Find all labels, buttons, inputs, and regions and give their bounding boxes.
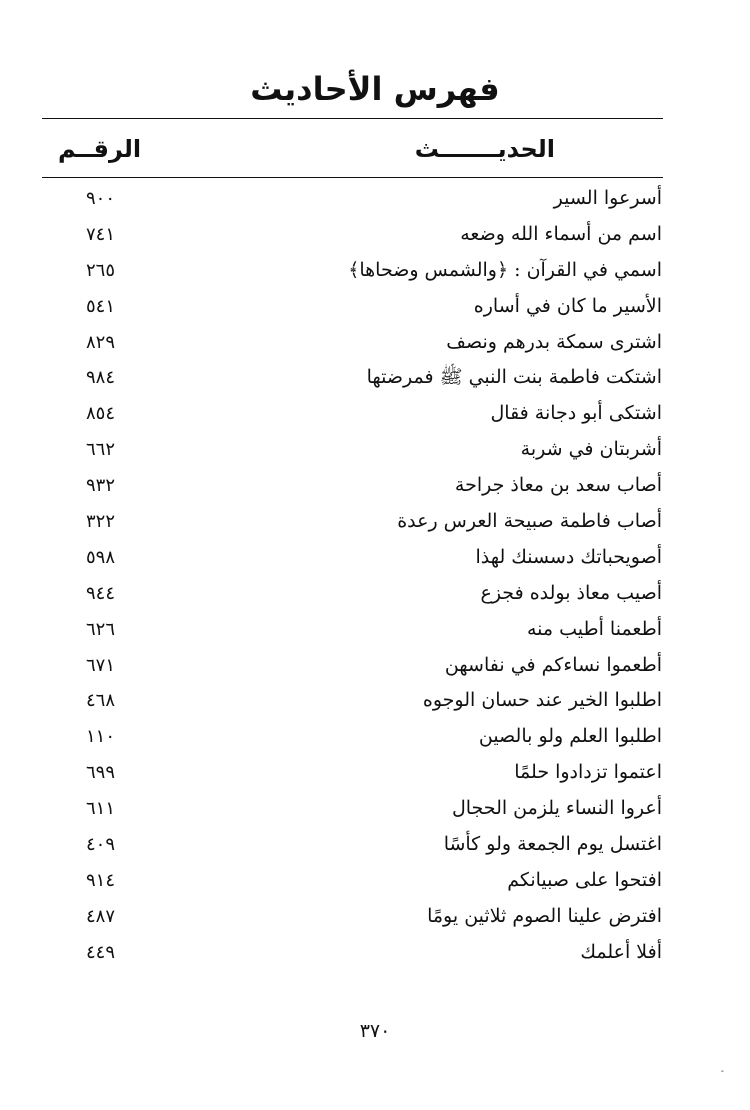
list-item — [0, 755, 750, 791]
hadith-number: ٦٦٢ — [86, 439, 116, 461]
column-header-hadith: الحديـــــــث — [414, 135, 555, 163]
hadith-number: ٥٤١ — [86, 295, 116, 317]
hadith-text: اشترى سمكة بدرهم ونصف — [446, 330, 662, 353]
list-item — [0, 648, 750, 684]
list-item — [0, 432, 750, 468]
hadith-number: ٩٠٠ — [86, 188, 116, 209]
hadith-number: ٣٢٢ — [86, 511, 116, 533]
list-item — [0, 325, 750, 361]
hadith-number: ٩١٤ — [86, 869, 116, 891]
hadith-text: اغتسل يوم الجمعة ولو كأسًا — [443, 833, 662, 856]
hadith-number: ٩٤٤ — [86, 582, 116, 604]
hadith-number: ٨٥٤ — [86, 403, 116, 425]
hadith-text: أعروا النساء يلزمن الحجال — [451, 797, 662, 820]
hadith-number: ٤٤٩ — [86, 941, 116, 963]
page-title: فهرس الأحاديث — [250, 70, 500, 108]
hadith-number: ٦٢٦ — [86, 618, 116, 640]
hadith-text: أطعمنا أطيب منه — [526, 617, 662, 640]
list-item — [0, 217, 750, 253]
list-item — [0, 540, 750, 576]
hadith-text: اسم من أسماء الله وضعه — [460, 222, 662, 245]
hadith-number: ١١٠ — [86, 726, 116, 748]
list-item — [0, 360, 750, 396]
hadith-text: اطلبوا الخير عند حسان الوجوه — [422, 689, 662, 712]
hadith-text: اعتموا تزدادوا حلمًا — [514, 761, 662, 784]
hadith-text: اسمي في القرآن : ﴿والشمس وضحاها﴾ — [348, 258, 662, 281]
list-item — [0, 253, 750, 289]
list-item — [0, 899, 750, 935]
hadith-number: ٤٦٨ — [86, 690, 116, 712]
list-item — [0, 935, 750, 971]
hadith-number: ٥٩٨ — [86, 546, 116, 568]
list-item — [0, 683, 750, 719]
hadith-number: ٦٩٩ — [86, 762, 116, 784]
hadith-text: اشتكى أبو دجانة فقال — [490, 402, 662, 425]
column-header-number: الرقــم — [58, 135, 142, 163]
list-item — [0, 468, 750, 504]
hadith-number: ٤٨٧ — [86, 905, 116, 927]
list-item — [0, 576, 750, 612]
hadith-index-list — [0, 181, 750, 971]
hadith-text: افترض علينا الصوم ثلاثين يومًا — [427, 904, 662, 927]
edge-mark: - — [720, 1066, 724, 1077]
hadith-text: أصاب فاطمة صبيحة العرس رعدة — [397, 510, 662, 533]
list-item — [0, 791, 750, 827]
hadith-text: اطلبوا العلم ولو بالصين — [478, 725, 662, 748]
list-item — [0, 181, 750, 217]
list-item — [0, 504, 750, 540]
list-item — [0, 612, 750, 648]
hadith-text: أصاب سعد بن معاذ جراحة — [454, 474, 662, 497]
hadith-text: أطعموا نساءكم في نفاسهن — [444, 653, 662, 676]
hadith-number: ٢٦٥ — [86, 259, 116, 281]
hadith-text: أصويحباتك دسسنك لهذا — [475, 545, 662, 568]
hadith-number: ٩٣٢ — [86, 475, 116, 497]
hadith-text: اشتكت فاطمة بنت النبي ﷺ فمرضتها — [366, 366, 662, 389]
list-item — [0, 719, 750, 755]
hadith-number: ٧٤١ — [86, 223, 116, 245]
hadith-text: أسرعوا السير — [553, 187, 662, 209]
header-bottom-rule — [42, 177, 663, 178]
list-item — [0, 827, 750, 863]
list-item — [0, 396, 750, 432]
hadith-number: ٨٢٩ — [86, 331, 116, 353]
hadith-text: أصيب معاذ بولده فجزع — [480, 581, 662, 604]
hadith-text: أفلا أعلمك — [580, 940, 662, 963]
hadith-number: ٩٨٤ — [86, 367, 116, 389]
hadith-text: افتحوا على صبيانكم — [507, 868, 662, 891]
hadith-text: الأسير ما كان في أساره — [473, 294, 662, 317]
hadith-number: ٦٧١ — [86, 654, 116, 676]
header-top-rule — [42, 118, 663, 119]
list-item — [0, 863, 750, 899]
hadith-text: أشربتان في شربة — [520, 438, 662, 461]
hadith-number: ٤٠٩ — [86, 834, 116, 856]
list-item — [0, 289, 750, 325]
page-number: ٣٧٠ — [359, 1020, 391, 1042]
hadith-number: ٦١١ — [86, 798, 116, 820]
